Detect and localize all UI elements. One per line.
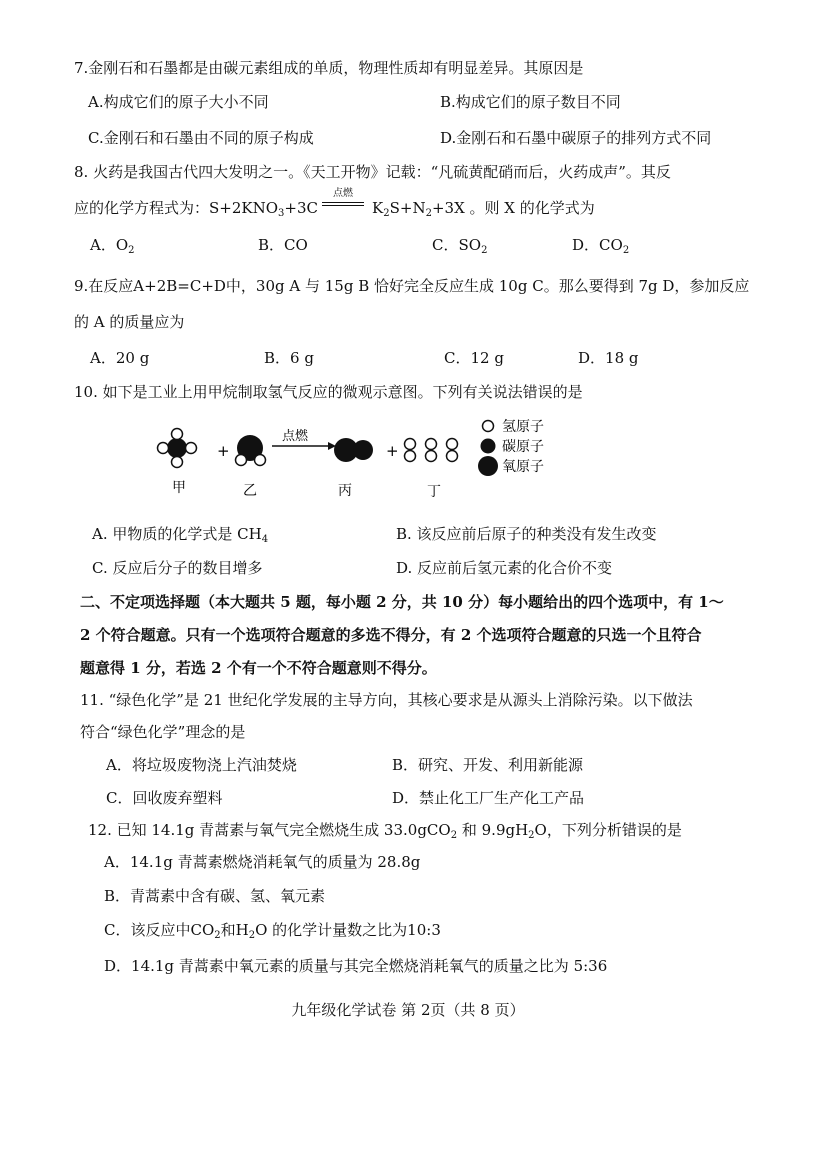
page-footer: 九年级化学试卷 第 2页（共 8 页） [291, 1001, 525, 1019]
hydrogen-molecules [405, 439, 458, 462]
q7-option-d: D.金刚石和石墨中碳原子的排列方式不同 [440, 129, 712, 147]
q9-option-b: B．6 g [264, 349, 314, 367]
q8-condition-arrow [322, 190, 364, 210]
water-molecule [236, 435, 266, 466]
section2-line2: 2 个符合题意。只有一个选项符合题意的多选不得分，有 2 个选项符合题意的只选一个且符合 [80, 626, 702, 644]
plus-sign-1: + [217, 442, 230, 460]
q8-eq-s-n: S+N [389, 199, 426, 217]
q11-option-b: B．研究、开发、利用新能源 [392, 756, 584, 774]
q9-stem-2: 的 A 的质量应为 [74, 313, 185, 331]
q7-option-c: C.金刚石和石墨由不同的原子构成 [88, 129, 314, 147]
q8-eq-tail: +3X 。则 X 的化学式为 [431, 199, 595, 217]
section2-line1: 二、不定项选择题（本大题共 5 题，每小题 2 分，共 10 分）每小题给出的四个选项中，有 1～ [80, 593, 724, 611]
q12-stem-part-b: 和 9.9gH [457, 821, 529, 839]
q10-condition-label: 点燃 [282, 429, 309, 444]
q8-option-c [432, 235, 487, 255]
label-bing: 丙 [338, 483, 352, 499]
q8-option-c-sub: 2 [481, 245, 488, 256]
q8-stem: 8. 火药是我国古代四大发明之一。《天工开物》记载：“凡硫黄配硝而后，火药成声”。其反 [74, 163, 671, 181]
q10-option-d: D. 反应前后氢元素的化合价不变 [396, 559, 613, 577]
q10-option-a [92, 524, 268, 544]
q12-option-d: D．14.1g 青蒿素中氧元素的质量与其完全燃烧消耗氧气的质量之比为 5:36 [104, 957, 608, 975]
q12-option-c-part-c: O 的化学计量数之比为10:3 [255, 921, 441, 939]
q10-stem: 10. 如下是工业上用甲烷制取氢气反应的微观示意图。下列有关说法错误的是 [74, 383, 583, 401]
legend-oxygen: 氧原子 [502, 459, 544, 475]
q8-option-a-sub: 2 [128, 245, 135, 256]
q12-stem-part-a: 12. 已知 14.1g 青蒿素与氧气完全燃烧生成 33.0gCO [88, 821, 451, 839]
q12-option-c-part-b: 和H [220, 921, 249, 939]
label-ding: 丁 [427, 484, 441, 500]
legend-carbon: 碳原子 [502, 439, 544, 455]
q9-stem: 9.在反应A+2B=C+D中，30g A 与 15g B 恰好完全反应生成 10g C。那么要得到 7g D，参加反应 [74, 277, 750, 295]
q8-option-b: B．CO [258, 236, 308, 254]
q12-option-c-part-a: C．该反应中CO [104, 921, 215, 939]
q8-eq-sub-2b: 2 [425, 208, 432, 219]
q8-option-a [90, 235, 135, 255]
q10-option-a-sub: 4 [261, 534, 269, 545]
q9-option-d: D．18 g [578, 349, 639, 367]
q7-option-a: A.构成它们的原子大小不同 [88, 93, 269, 111]
q9-option-c: C．12 g [444, 349, 504, 367]
q8-eq-sub-3: 3 [278, 208, 285, 219]
q12-stem-sub-1: 2 [450, 830, 458, 841]
q10-option-a-text: A. 甲物质的化学式是 CH [92, 525, 262, 543]
q12-option-c-sub-1: 2 [214, 930, 221, 941]
label-jia: 甲 [172, 480, 186, 496]
q11-stem: 11. “绿色化学”是 21 世纪化学发展的主导方向，其核心要求是从源头上消除污染。以下做法 [80, 691, 693, 709]
q8-eq-prefix: 应的化学方程式为：S+2KNO [74, 199, 279, 217]
carbon-monoxide-molecule [334, 438, 373, 462]
q11-option-a: A．将垃圾废物浇上汽油焚烧 [106, 756, 297, 774]
q8-eq-k: K [372, 199, 384, 217]
q8-option-a-text: A．O [90, 236, 129, 254]
q7-option-b: B.构成它们的原子数目不同 [440, 93, 621, 111]
section2-line3: 题意得 1 分，若选 2 个有一个不符合题意则不得分。 [80, 659, 437, 677]
q7-stem: 7.金刚石和石墨都是由碳元素组成的单质，物理性质却有明显差异。其原因是 [74, 59, 584, 77]
q11-option-d: D．禁止化工厂生产化工产品 [392, 789, 585, 807]
q8-option-d-text: D．CO [572, 236, 623, 254]
q12-option-c [104, 920, 441, 940]
methane-molecule [158, 429, 197, 468]
q12-stem-part-c: O，下列分析错误的是 [534, 821, 682, 839]
q11-option-c: C．回收废弃塑料 [106, 789, 223, 807]
q12-option-a: A．14.1g 青蒿素燃烧消耗氧气的质量为 28.8g [104, 853, 421, 871]
q8-eq-plus3c: +3C [284, 199, 318, 217]
q11-stem-2: 符合“绿色化学”理念的是 [80, 723, 246, 741]
q10-option-b: B. 该反应前后原子的种类没有发生改变 [396, 525, 657, 543]
q8-option-d-sub: 2 [622, 245, 630, 256]
q8-equation-products [372, 198, 595, 218]
q8-condition-label: 点燃 [333, 188, 353, 199]
label-yi: 乙 [243, 483, 257, 499]
q10-option-c: C. 反应后分子的数目增多 [92, 559, 263, 577]
atom-legend [478, 419, 544, 476]
legend-hydrogen: 氢原子 [502, 419, 544, 435]
q12-stem-sub-2: 2 [528, 830, 535, 841]
q8-option-d [572, 235, 629, 255]
q8-equation [74, 198, 318, 218]
q8-option-c-text: C．SO [432, 236, 482, 254]
q9-option-a: A．20 g [90, 349, 150, 367]
q12-option-c-sub-2: 2 [248, 930, 256, 941]
plus-sign-2: + [386, 442, 399, 460]
q12-stem [88, 820, 682, 840]
q12-option-b: B．青蒿素中含有碳、氢、氧元素 [104, 887, 326, 905]
reaction-arrow [272, 428, 336, 450]
q8-eq-sub-2a: 2 [383, 208, 390, 219]
q10-reaction-diagram [150, 412, 570, 502]
